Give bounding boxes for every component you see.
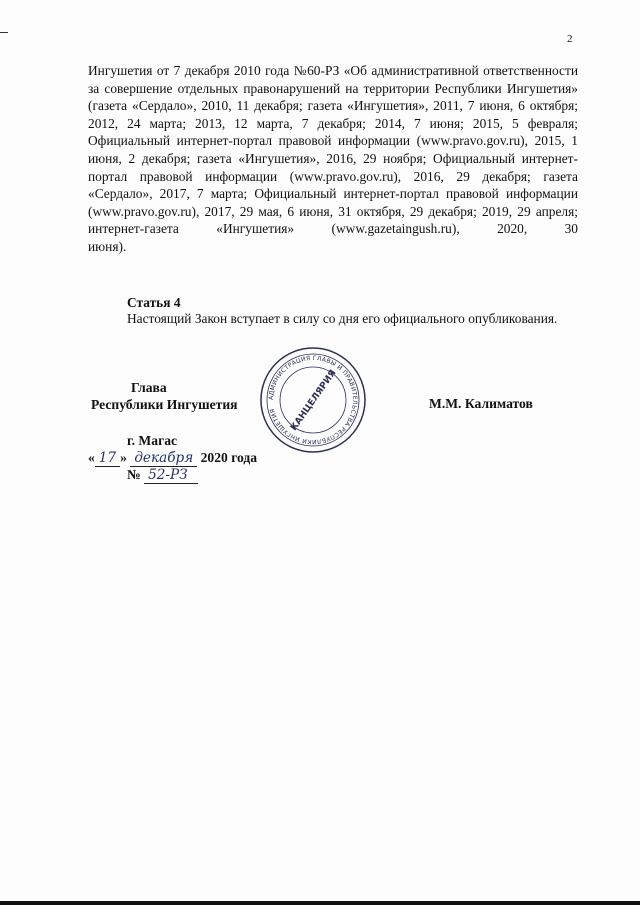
body-line: информации (www.pravo.gov.ru), 2016, 29 декабря; газета «Сердало», 2017, [88, 168, 578, 202]
body-line: «Ингушетия», 2016, 29 ноября; Официальный интернет-портал правовой [88, 150, 578, 184]
body-line: 7 марта; Официальный интернет-портал правовой информации [196, 186, 578, 202]
page-edge-mark [0, 32, 8, 33]
date-close-quote: » [120, 450, 127, 465]
scan-bottom-edge [0, 901, 640, 905]
signing-place: г. Магас [127, 433, 178, 448]
date-month: декабря [130, 450, 197, 467]
body-line: Ингушетия от 7 декабря 2010 года №60-РЗ «Об административной [88, 63, 479, 78]
signing-date [88, 450, 257, 466]
body-line: декабря; 2014, 7 июня; 2015, 5 февраля; Официальный интернет-портал [88, 115, 578, 149]
body-line: ответственности за совершение отдельных правонарушений на территории [88, 63, 578, 96]
signatory-name: М.М. Калиматов [429, 396, 533, 411]
body-line: апреля; интернет-газета «Ингушетия» (www.gazetaingush.ru), 2020, 30 [88, 203, 578, 237]
body-line: правовой информации (www.pravo.gov.ru), 2015, 1 июня, 2 декабря; газета [88, 133, 578, 166]
date-open-quote: « [88, 450, 95, 465]
body-line: (www.pravo.gov.ru), 2017, 29 мая, 6 июня, 31 октября, 29 декабря; 2019, 29 [88, 203, 531, 219]
law-references-paragraph [88, 62, 578, 256]
article-title: Статья 4 [127, 295, 181, 310]
number-value: 52-РЗ [144, 467, 198, 484]
number-prefix: № [127, 467, 141, 482]
date-year: 2020 года [200, 450, 258, 465]
law-number [127, 467, 198, 483]
position-line-2: Республики Ингушетия [91, 397, 238, 412]
stamp-center-text: КАНЦЕЛЯРИЯ [289, 368, 339, 433]
body-line: «Ингушетия», 2011, 7 июня, 6 октября; 2012, 24 марта; 2013, 12 марта, 7 [88, 98, 578, 131]
article-text: Настоящий Закон вступает в силу со дня его официального опубликования. [127, 311, 558, 326]
body-line: Республики Ингушетия» (газета «Сердало», 2010, 11 декабря; газета [88, 80, 578, 114]
page-number: 2 [567, 33, 573, 45]
position-line-1: Глава [131, 380, 167, 395]
official-stamp [258, 345, 368, 455]
signatory-position [91, 379, 238, 413]
stamp-ring-text: АДМИНИСТРАЦИЯ ГЛАВЫ И ПРАВИТЕЛЬСТВА РЕСПУБЛИКИ ИНГУШЕТИЯ [267, 354, 359, 446]
body-line: июня). [88, 238, 127, 254]
date-day: 17 [95, 450, 120, 467]
